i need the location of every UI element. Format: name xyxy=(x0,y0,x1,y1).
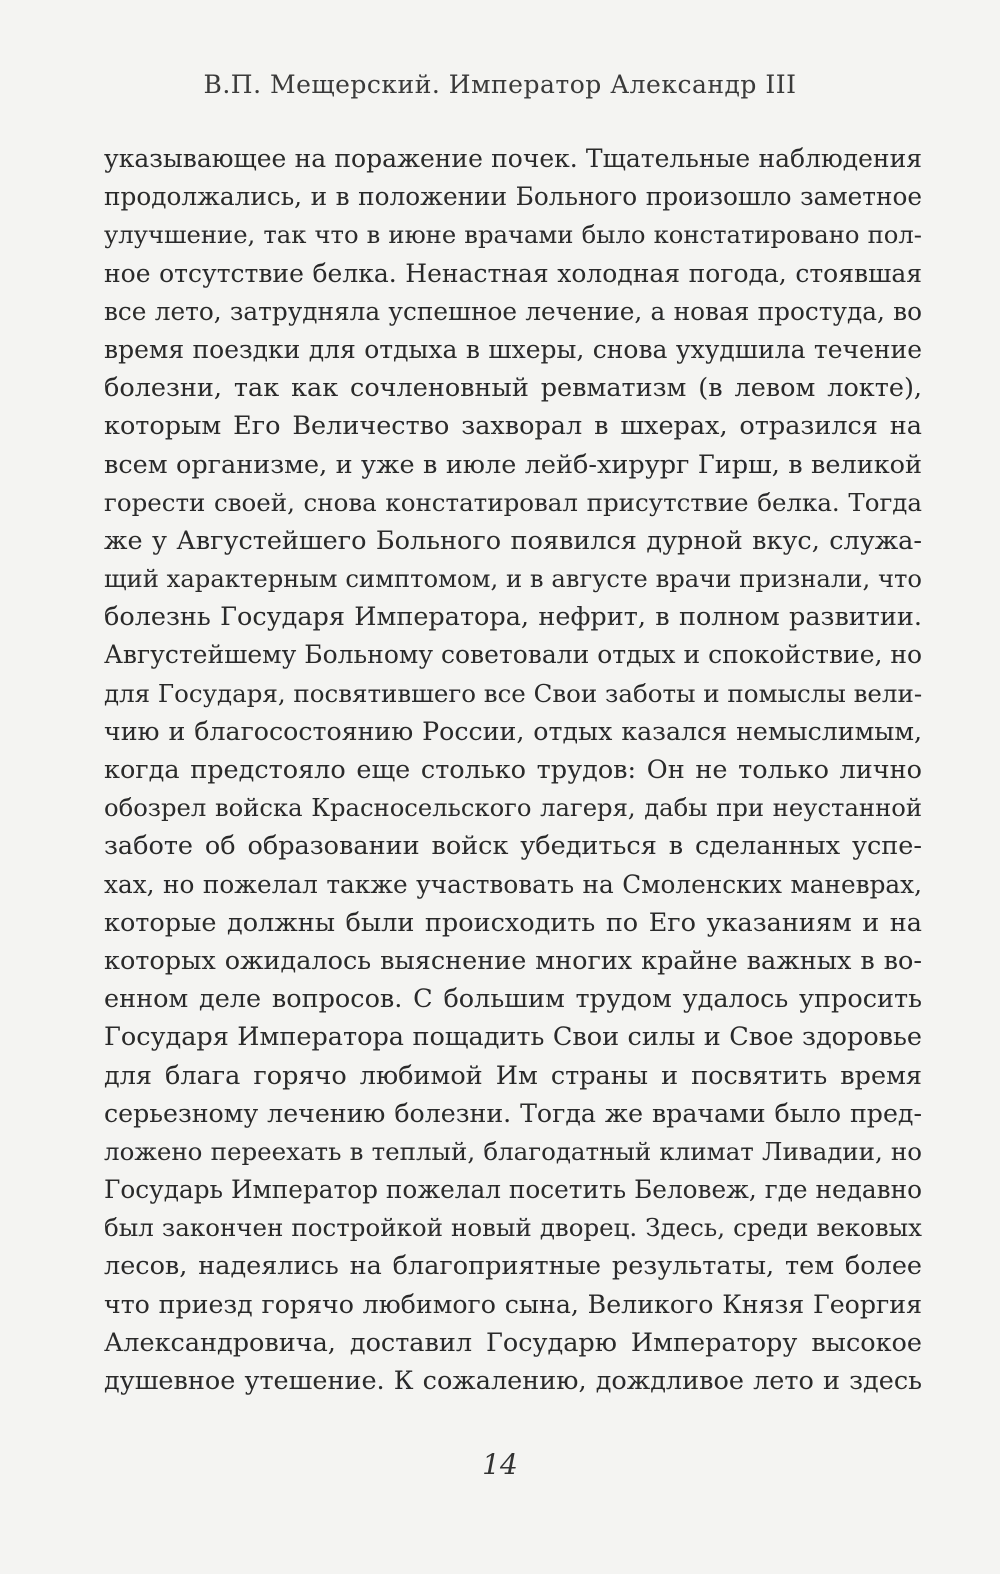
text-line: хах, но пожелал также участвовать на Смоленских маневрах, xyxy=(104,869,922,899)
text-line: улучшение, так что в июне врачами было констатировано пол- xyxy=(104,220,922,250)
text-line: заботе об образовании войск убедиться в сделанных успе- xyxy=(104,831,922,862)
text-line: которых ожидалось выяснение многих крайне важных в во- xyxy=(104,945,922,976)
text-line: чию и благосостоянию России, отдых казался немыслимым, xyxy=(104,716,922,746)
text-line: Августейшему Больному советовали отдых и спокойствие, но xyxy=(104,640,922,670)
text-line: был закончен постройкой новый дворец. Здесь, среди вековых xyxy=(104,1213,922,1243)
text-line: которым Его Величество захворал в шхерах, отразился на xyxy=(104,411,922,442)
text-line: болезнь Государя Императора, нефрит, в полном развитии. xyxy=(104,602,922,633)
text-line: Государя Императора пощадить Свои силы и Свое здоровье xyxy=(104,1022,922,1053)
text-line: ложено переехать в теплый, благодатный климат Ливадии, но xyxy=(104,1136,922,1166)
text-line: щий характерным симптомом, и в августе врачи признали, что xyxy=(104,564,922,594)
text-line: время поездки для отдыха в шхеры, снова ухудшила течение xyxy=(104,334,922,364)
text-line: болезни, так как сочленовный ревматизм (в левом локте), xyxy=(104,373,922,404)
text-line: же у Августейшего Больного появился дурной вкус, служа- xyxy=(104,525,922,556)
text-line: для Государя, посвятившего все Свои заботы и помыслы вели- xyxy=(104,678,922,708)
text-line: которые должны были происходить по Его указаниям и на xyxy=(104,907,922,938)
text-line: серьезному лечению болезни. Тогда же врачами было пред- xyxy=(104,1098,922,1128)
page-number: 14 xyxy=(482,1448,518,1481)
text-line: душевное утешение. К сожалению, дождливое лето и здесь xyxy=(104,1366,922,1396)
text-line: енном деле вопросов. С большим трудом удалось упросить xyxy=(104,984,922,1015)
text-line: лесов, надеялись на благоприятные результаты, тем более xyxy=(104,1251,922,1282)
body-text xyxy=(104,140,922,1400)
text-line: обозрел войска Красносельского лагеря, дабы при неустанной xyxy=(104,793,922,823)
text-line: для блага горячо любимой Им страны и посвятить время xyxy=(104,1060,922,1091)
text-line: горести своей, снова констатировал присутствие белка. Тогда xyxy=(104,487,922,517)
text-line: указывающее на поражение почек. Тщательные наблюдения xyxy=(104,144,922,173)
text-line: все лето, затрудняла успешное лечение, а новая простуда, во xyxy=(104,296,922,326)
text-line: когда предстояло еще столько трудов: Он не только лично xyxy=(104,755,922,785)
text-line: ное отсутствие белка. Ненастная холодная погода, стоявшая xyxy=(104,258,922,288)
text-line: что приезд горячо любимого сына, Великого Князя Георгия xyxy=(104,1289,922,1319)
running-head-title: В.П. Мещерский. Император Александр III xyxy=(203,70,797,99)
text-line: продолжались, и в положении Больного произошло заметное xyxy=(104,182,922,212)
text-line: Государь Император пожелал посетить Беловеж, где недавно xyxy=(104,1175,922,1205)
text-line: Александровича, доставил Государю Императору высокое xyxy=(104,1327,922,1358)
text-line: всем организме, и уже в июле лейб-хирург Гирш, в великой xyxy=(104,449,922,480)
